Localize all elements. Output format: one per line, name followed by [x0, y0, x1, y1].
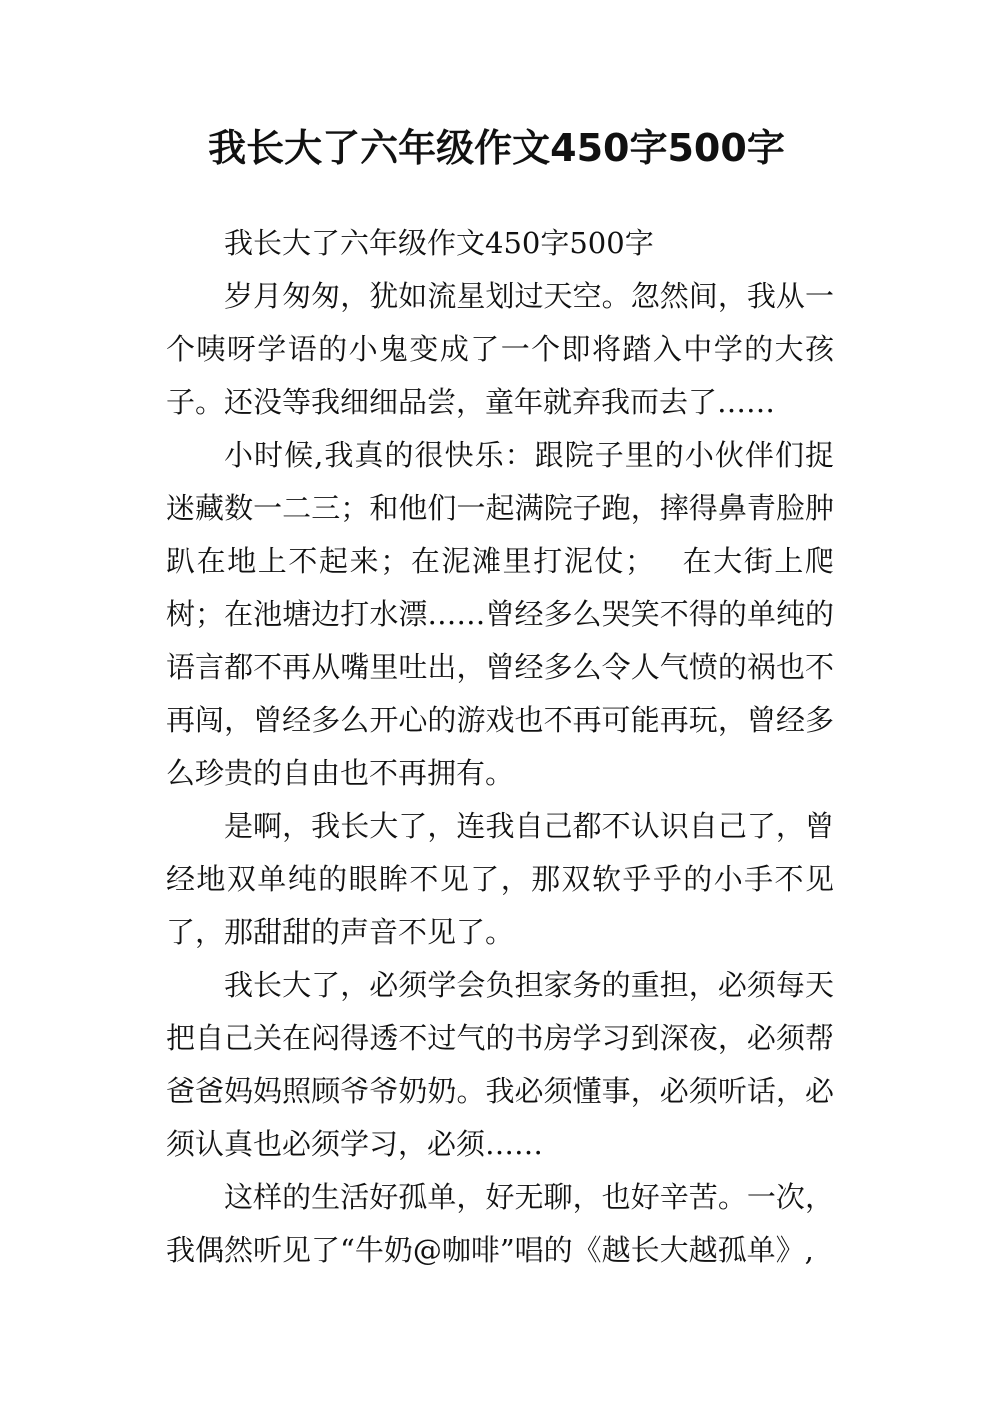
document-title: 我长大了六年级作文450字500字	[208, 126, 785, 170]
paragraph-2: 小时候,我真的很快乐：跟院子里的小伙伴们捉迷藏数一二三；和他们一起满院子跑，摔得鼻青脸肿趴在地上不起来；在泥滩里打泥仗； 在大街上爬树；在池塘边打水漂……曾经多么哭笑不得的单纯的语言都不再从嘴里吐出，曾经多么令人气愤的祸也不再闯，曾经多么开心的游戏也不再可能再玩，曾经多么珍贵的自由也不再拥有。	[166, 438, 834, 790]
paragraph-5: 这样的生活好孤单，好无聊，也好辛苦。一次，我偶然听见了“牛奶@咖啡”唱的《越长大越孤单》,	[166, 1180, 834, 1267]
document-body	[166, 217, 834, 1277]
body-heading-line: 我长大了六年级作文450字500字	[224, 226, 654, 260]
paragraph-1: 岁月匆匆，犹如流星划过天空。忽然间，我从一个咦呀学语的小鬼变成了一个即将踏入中学的大孩子。还没等我细细品尝，童年就弃我而去了……	[166, 279, 834, 419]
paragraph-3: 是啊，我长大了，连我自己都不认识自己了，曾经地双单纯的眼眸不见了，那双软乎乎的小手不见了，那甜甜的声音不见了。	[166, 809, 834, 949]
paragraph-4: 我长大了，必须学会负担家务的重担，必须每天把自己关在闷得透不过气的书房学习到深夜，必须帮爸爸妈妈照顾爷爷奶奶。我必须懂事，必须听话，必须认真也必须学习，必须……	[166, 968, 834, 1161]
